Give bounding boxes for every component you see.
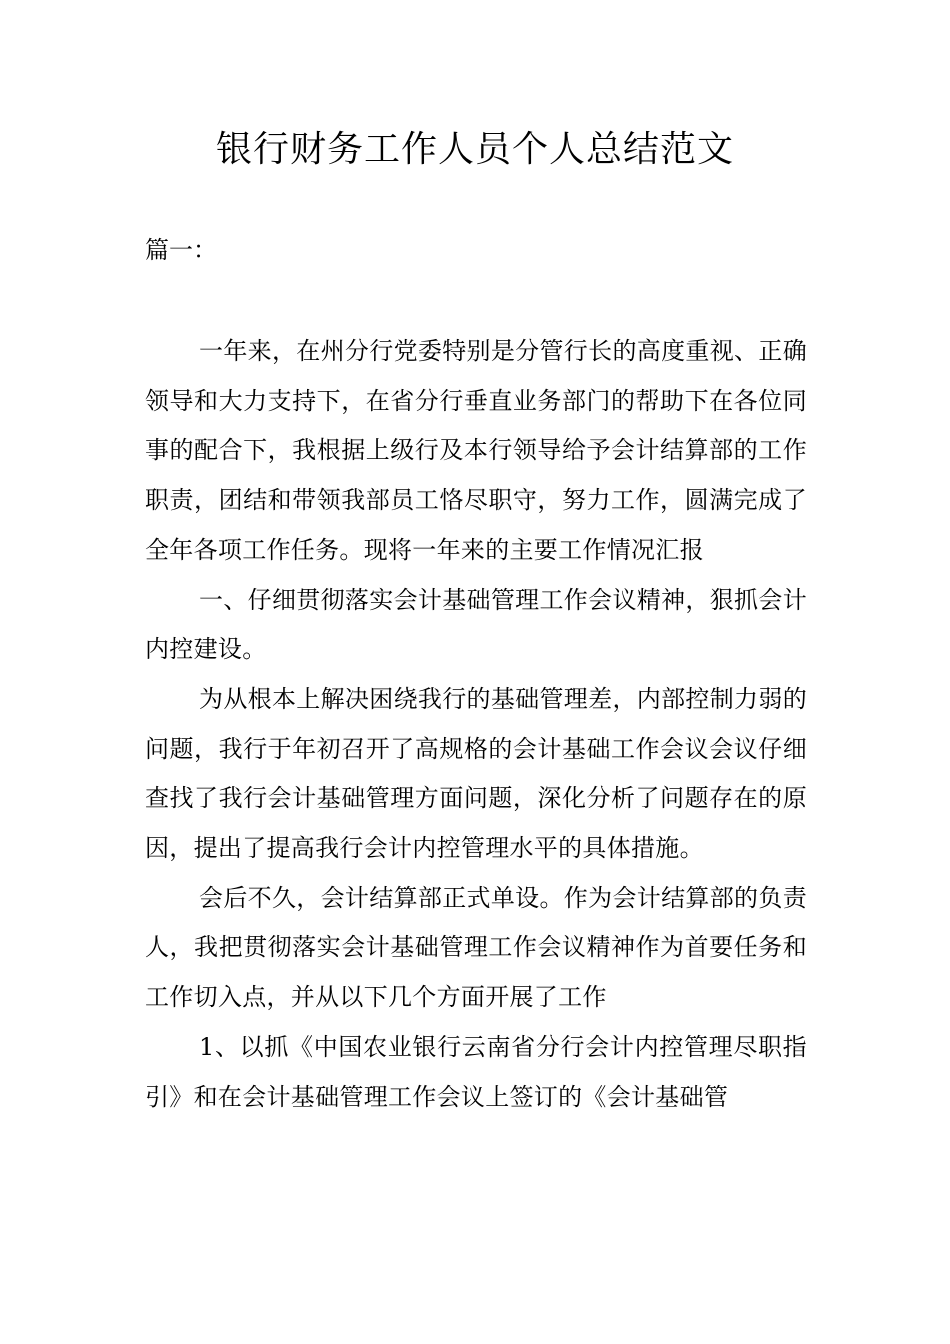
document-title: 银行财务工作人员个人总结范文 [215, 129, 734, 170]
document-body [145, 327, 807, 1122]
paragraph-after-meeting: 会后不久，会计结算部正式单设。作为会计结算部的负责人，我把贯彻落实会计基础管理工作会议精神作为首要任务和工作切入点，并从以下几个方面开展了工作 [145, 883, 807, 1012]
paragraph-item-1: 1、以抓《中国农业银行云南省分行会计内控管理尽职指引》和在会计基础管理工作会议上签订的《会计基础管 [145, 1032, 807, 1111]
paragraph-problem: 为从根本上解决困绕我行的基础管理差，内部控制力弱的问题，我行于年初召开了高规格的会计基础工作会议会议仔细查找了我行会计基础管理方面问题，深化分析了问题存在的原因，提出了提高我行会计内控管理水平的具体措施。 [145, 684, 807, 863]
paragraph-heading-1: 一、仔细贯彻落实会计基础管理工作会议精神，狠抓会计内控建设。 [145, 585, 807, 664]
section-label: 篇一： [145, 236, 217, 264]
paragraph-intro: 一年来，在州分行党委特别是分管行长的高度重视、正确领导和大力支持下，在省分行垂直业务部门的帮助下在各位同事的配合下，我根据上级行及本行领导给予会计结算部的工作职责，团结和带领我部员工恪尽职守，努力工作，圆满完成了全年各项工作任务。现将一年来的主要工作情况汇报 [145, 337, 807, 564]
